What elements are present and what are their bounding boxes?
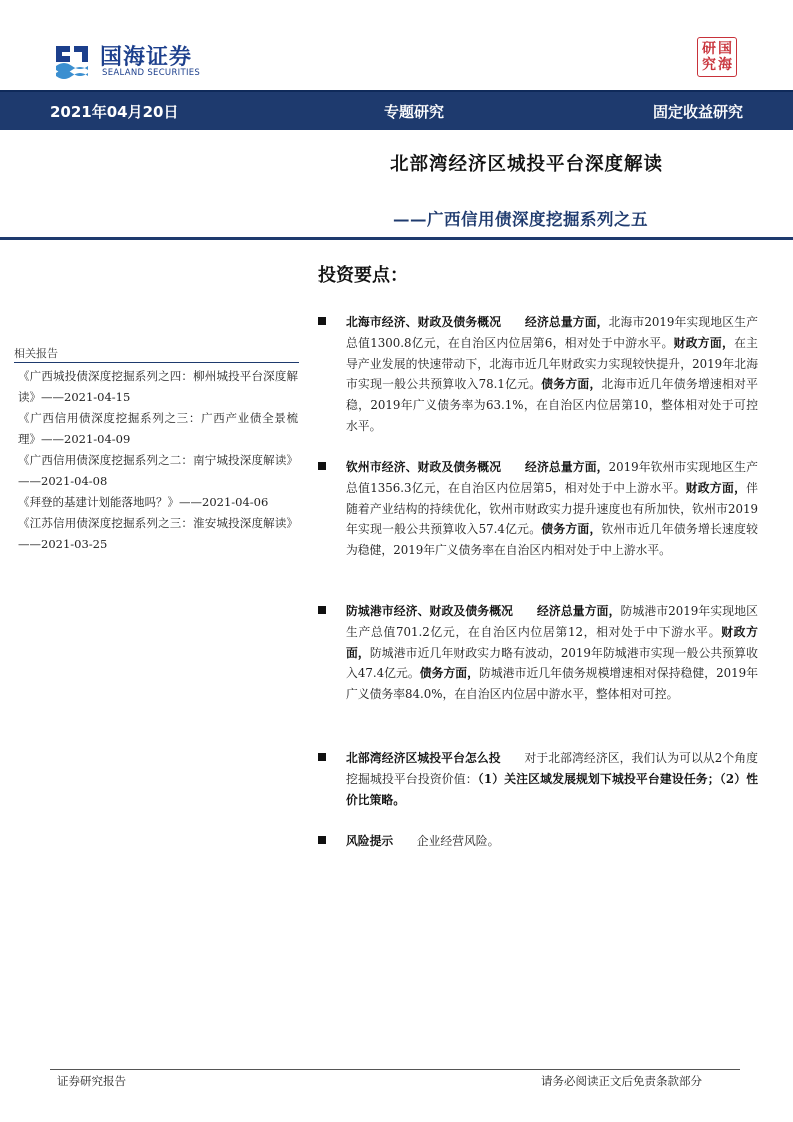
- seal-char: 究: [702, 57, 716, 73]
- related-report-item[interactable]: 《广西信用债深度挖掘系列之三：广西产业债全景梳理》——2021-04-09: [18, 411, 298, 446]
- bold-text-run: （1）关注区域发展规划下城投平台建设任务；（2）性价比策略。: [346, 771, 758, 807]
- bold-text-run: 北海市经济、财政及债务概况: [346, 315, 502, 329]
- text-run: [501, 460, 525, 474]
- bold-text-run: 防城港市经济、财政及债务概况: [346, 604, 514, 618]
- text-run: 伴随着产业结构的持续优化，钦州市财政实力提升速度也有所加快，钦州市2019年实现一般公共预算收入57.4亿元。: [346, 480, 758, 537]
- seal-char: 国: [718, 41, 732, 57]
- sealand-logo-icon: [50, 38, 94, 82]
- bullet-square-icon: [318, 753, 326, 761]
- text-run: 北海市2019年实现地区生产总值1300.8亿元，在自治区内位居第6，相对处于中游水平。: [346, 315, 758, 350]
- report-title: 北部湾经济区城投平台深度解读: [390, 154, 664, 175]
- key-point-text: [346, 831, 758, 852]
- report-category: 专题研究: [384, 103, 445, 121]
- footer-divider: [50, 1069, 740, 1070]
- report-subtitle: ——广西信用债深度挖掘系列之五: [393, 210, 648, 229]
- related-reports-heading: 相关报告: [14, 347, 58, 360]
- key-point-text: [346, 457, 758, 561]
- bullet-square-icon: [318, 462, 326, 470]
- bold-text-run: 财政方面，: [685, 480, 747, 495]
- footer-label: 证券研究报告: [57, 1074, 126, 1088]
- sidebar-divider: [14, 362, 299, 363]
- footer-disclaimer: 请务必阅读正文后免责条款部分: [541, 1074, 702, 1088]
- text-run: [501, 315, 525, 329]
- bold-text-run: 经济总量方面，: [525, 315, 609, 329]
- text-run: 防城港市2019年实现地区生产总值701.2亿元，在自治区内位居第12，相对处于中下游水平。: [346, 604, 758, 639]
- bold-text-run: 债务方面，: [541, 522, 602, 537]
- company-logo: [50, 38, 230, 82]
- bold-text-run: 经济总量方面，: [525, 460, 609, 474]
- text-run: 防城港市近几年债务规模增速相对保持稳健，2019年广义债务率84.0%，在自治区内位居中游水平，整体相对可控。: [346, 666, 758, 702]
- key-point-text: [346, 748, 758, 810]
- key-point-investment: [318, 748, 758, 810]
- bold-text-run: 财政方面，: [346, 624, 758, 660]
- bold-text-run: 债务方面，: [541, 377, 602, 392]
- text-run: [513, 604, 537, 618]
- title-divider: [0, 237, 793, 240]
- bold-text-run: 钦州市经济、财政及债务概况: [346, 460, 502, 474]
- text-run: 在主导产业发展的快速带动下，北海市近几年财政实力实现较快提升，2019年北海市实现一般公共预算收入78.1亿元。: [346, 335, 758, 392]
- key-point-risk: [318, 831, 758, 852]
- text-run: 北海市近几年债务增速相对平稳，2019年广义债务率为63.1%，在自治区内位居第10，整体相对处于可控水平。: [346, 377, 758, 433]
- key-point-fangchenggang: [318, 601, 758, 705]
- related-report-item[interactable]: 《江苏信用债深度挖掘系列之三：淮安城投深度解读》——2021-03-25: [18, 516, 298, 551]
- header-band: [0, 90, 793, 130]
- bullet-square-icon: [318, 317, 326, 325]
- key-point-text: [346, 312, 758, 437]
- seal-char: 研: [702, 41, 716, 57]
- seal-char: 海: [718, 57, 732, 73]
- bullet-square-icon: [318, 606, 326, 614]
- report-type: 固定收益研究: [653, 103, 744, 121]
- key-point-text: [346, 601, 758, 705]
- key-points-heading: 投资要点：: [318, 265, 408, 286]
- text-run: 对于北部湾经济区，我们认为可以从2个角度挖掘城投平台投资价值：: [346, 751, 758, 786]
- bold-text-run: 经济总量方面，: [536, 604, 621, 618]
- bold-text-run: 风险提示: [346, 834, 394, 848]
- related-report-item[interactable]: 《广西信用债深度挖掘系列之二：南宁城投深度解读》——2021-04-08: [18, 453, 298, 488]
- key-point-qinzhou: [318, 457, 758, 561]
- related-report-item[interactable]: 《拜登的基建计划能落地吗？》——2021-04-06: [18, 495, 269, 509]
- research-seal-stamp: [697, 37, 737, 77]
- bold-text-run: 债务方面，: [419, 666, 480, 681]
- report-date: 2021年04月20日: [50, 103, 179, 121]
- bold-text-run: 北部湾经济区城投平台怎么投: [346, 751, 501, 765]
- text-run: 钦州市近几年债务增长速度较为稳健，2019年广义债务率在自治区内相对处于中上游水平。: [346, 522, 758, 558]
- bullet-square-icon: [318, 836, 326, 844]
- logo-en-text: SEALAND SECURITIES: [102, 68, 201, 78]
- text-run: 防城港市近几年财政实力略有波动，2019年防城港市实现一般公共预算收入47.4亿元。: [346, 645, 758, 681]
- text-run: 企业经营风险。: [393, 834, 500, 848]
- related-reports-list: [18, 366, 298, 555]
- bold-text-run: 财政方面，: [673, 335, 735, 350]
- logo-cn-text: 国海证券: [100, 45, 193, 70]
- text-run: 2019年钦州市实现地区生产总值1356.3亿元，在自治区内位居第5，相对处于中上游水平。: [346, 460, 758, 495]
- key-point-beihai: [318, 312, 758, 437]
- related-report-item[interactable]: 《广西城投债深度挖掘系列之四：柳州城投平台深度解读》——2021-04-15: [18, 369, 298, 404]
